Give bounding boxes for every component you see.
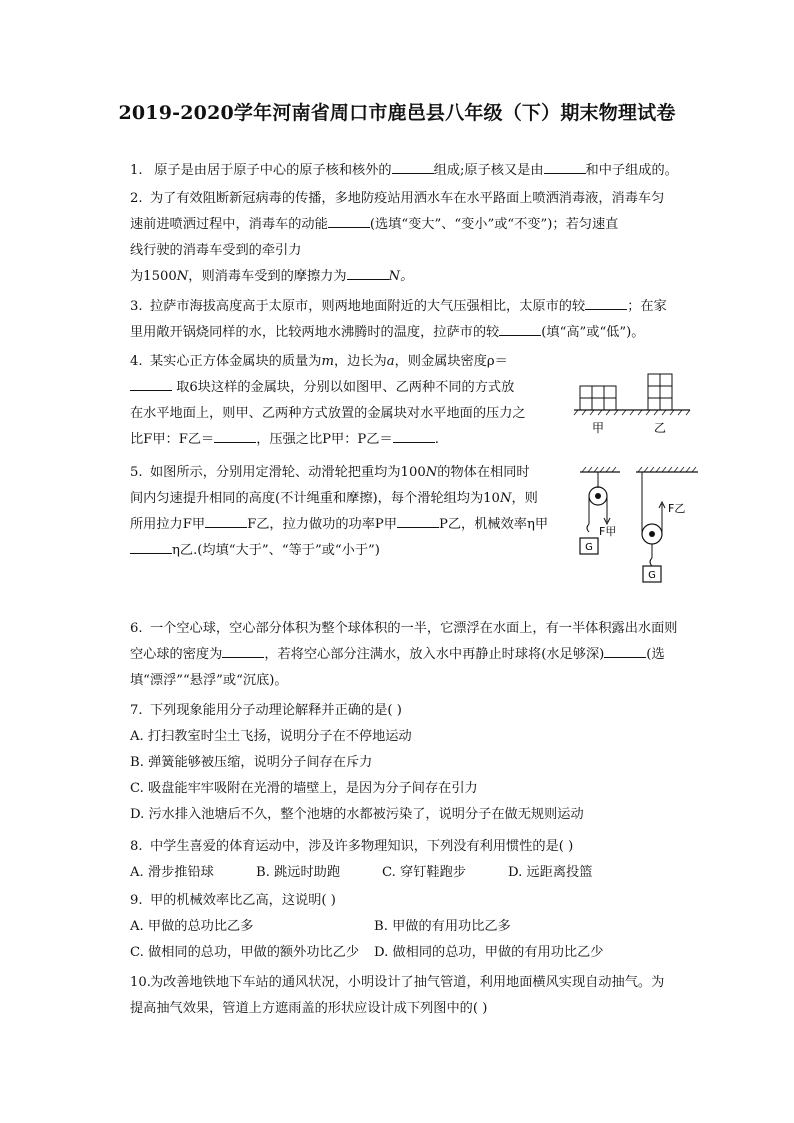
option-b[interactable]: B. 甲做的有用功比乙多 (374, 919, 511, 934)
option-c[interactable]: C. 吸盘能牢牢吸附在光滑的墙壁上，是因为分子间存在引力 (130, 781, 478, 796)
svg-text:G: G (648, 570, 656, 581)
question-6: 6. 一个空心球，空心部分体积为整个球体积的一半，它漂浮在水面上，有一半体积露出水面则 空心球的密度为 ，若将空心部分注满水，放入水中再静止时球将(水足够深) (选 填“漂浮”“悬浮”或“沉底)。 (130, 621, 678, 688)
answer-blank[interactable] (499, 321, 541, 336)
option-a[interactable]: A. 甲做的总功比乙多 (130, 919, 254, 934)
pulley-figure (566, 462, 706, 592)
block-arrangement-jia (580, 386, 616, 410)
answer-blank[interactable] (130, 376, 172, 391)
question-5: 5. 如图所示，分别用定滑轮、动滑轮把重均为100N的物体在相同时 间内匀速提升相同的高度(不计绳重和摩擦)，每个滑轮组均为10N，则 所用拉力F甲 F乙，拉力做功的功率P甲 P乙，机械效率η甲 η乙.(均填“大于”、“等于”或“小于”) (130, 465, 549, 558)
answer-blank[interactable] (392, 159, 434, 174)
question-3: 3. 拉萨市海拔高度高于太原市，则两地地面附近的大气压强相比，太原市的较 ；在家 里用敞开锅烧同样的水，比较两地水沸腾时的温度，拉萨市的较 (填“高”或“低”)。 (130, 294, 700, 346)
block-arrangement-yi (648, 374, 672, 410)
answer-blank[interactable] (393, 428, 435, 443)
answer-blank[interactable] (397, 513, 439, 528)
label-jia: 甲 (591, 421, 605, 435)
option-c[interactable]: C. 做相同的总功，甲做的额外功比乙少 (130, 945, 360, 960)
answer-blank[interactable] (328, 213, 370, 228)
question-8: 8. 中学生喜爱的体育运动中，涉及许多物理知识，下列没有利用惯性的是( ) A. 滑步推铅球 B. 跳远时助跑 C. 穿钉鞋跑步 D. 远距离投篮 (130, 834, 700, 886)
option-b[interactable]: B. 跳远时助跑 (256, 865, 341, 880)
answer-blank[interactable] (205, 513, 247, 528)
answer-blank[interactable] (347, 265, 389, 280)
question-2: 2. 为了有效阻断新冠病毒的传播，多地防疫站用洒水车在水平路面上喷洒消毒液，消毒车匀 速前进喷洒过程中，消毒车的动能 (选填“变大”、“变小”或“不变”)；若匀速直 线行驶的消毒车受到的牵引力 为1500N，则消毒车受到的摩擦力为 N。 (130, 191, 665, 284)
answer-blank[interactable] (214, 428, 256, 443)
question-10: 10.为改善地铁地下车站的通风状况，小明设计了抽气管道，利用地面横风实现自动抽气。为 提高抽气效果，管道上方遮雨盖的形状应设计成下列图中的( ) (130, 975, 665, 1016)
option-d[interactable]: D. 污水排入池塘后不久，整个池塘的水都被污染了，说明分子在做无规则运动 (130, 807, 584, 822)
question-4: 4. 某实心正方体金属块的质量为m，边长为a，则金属块密度ρ＝ 取6块这样的金属块，分别以如图甲、乙两种不同的方式放 在水平地面上，则甲、乙两种方式放置的金属块对水平地面的压力之 比F甲：F乙＝ ，压强之比P甲：P乙＝ . (130, 354, 526, 447)
answer-blank[interactable] (130, 539, 172, 554)
svg-text:G: G (585, 542, 593, 553)
option-b[interactable]: B. 弹簧能够被压缩，说明分子间存在斥力 (130, 755, 373, 770)
label-f-yi: F乙 (668, 502, 686, 515)
metal-block-figure (572, 362, 692, 442)
answer-blank[interactable] (222, 643, 264, 658)
answer-blank[interactable] (604, 643, 646, 658)
question-9: 9. 甲的机械效率比乙高，这说明( ) A. 甲做的总功比乙多 B. 甲做的有用功比乙多 C. 做相同的总功，甲做的额外功比乙少 D. 做相同的总功，甲做的有用功比乙少 (130, 888, 700, 966)
option-a[interactable]: A. 滑步推铅球 (130, 865, 214, 880)
option-d[interactable]: D. 远距离投篮 (508, 865, 593, 880)
question-1: 1. 原子是由居于原子中心的原子核和核外的 组成;原子核又是由 和中子组成的。 (130, 158, 700, 184)
answer-blank[interactable] (585, 295, 627, 310)
label-yi: 乙 (653, 421, 667, 435)
label-f-jia: F甲 (599, 525, 617, 538)
question-7: 7. 下列现象能用分子动理论解释并正确的是( ) A. 打扫教室时尘土飞扬，说明分子在不停地运动 B. 弹簧能够被压缩，说明分子间存在斥力 C. 吸盘能牢牢吸附在光滑的墙壁上，是因为分子间存在引力 D. 污水排入池塘后不久，整个池塘的水都被污染了，说明分子在做无规则运动 (130, 698, 700, 828)
option-d[interactable]: D. 做相同的总功，甲做的有用功比乙少 (374, 945, 604, 960)
ground-hatching (574, 410, 690, 415)
answer-blank[interactable] (544, 159, 586, 174)
option-a[interactable]: A. 打扫教室时尘土飞扬，说明分子在不停地运动 (130, 729, 412, 744)
page-title: 2019-2020学年河南省周口市鹿邑县八年级（下）期末物理试卷 (118, 102, 676, 124)
option-c[interactable]: C. 穿钉鞋跑步 (382, 865, 466, 880)
